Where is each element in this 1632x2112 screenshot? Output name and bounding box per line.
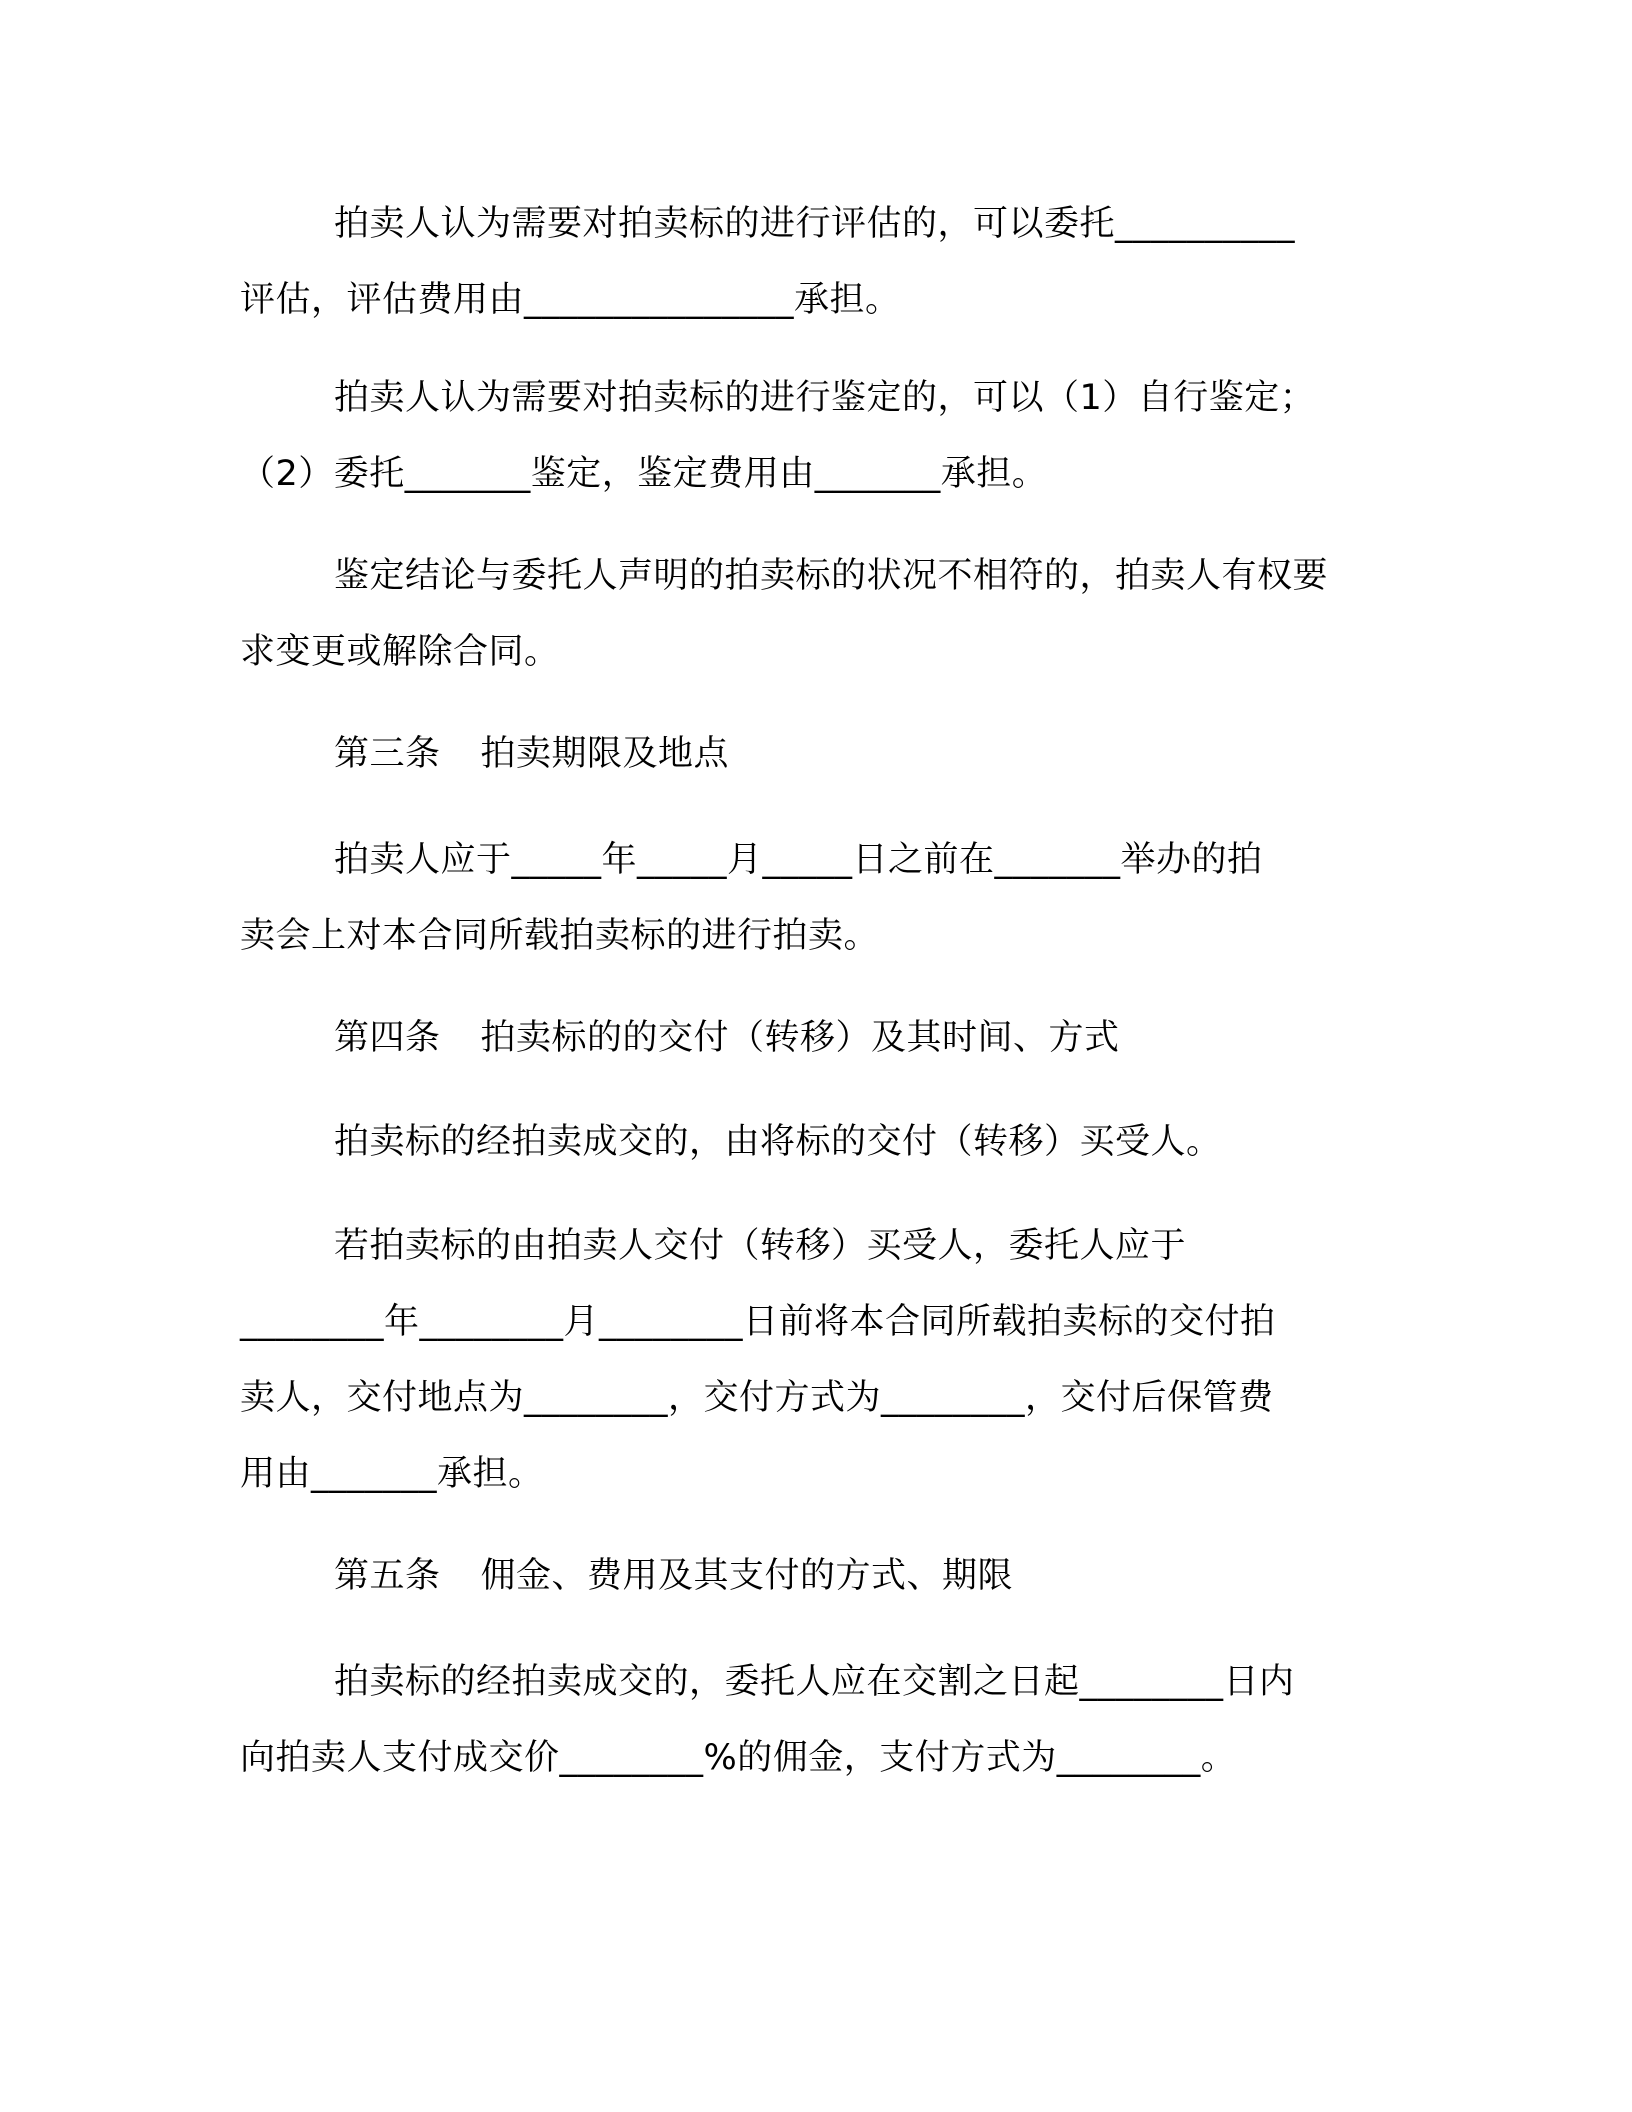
article-title: 佣金、费用及其支付的方式、期限: [480, 1556, 1014, 1596]
article-heading: [334, 1014, 1120, 1062]
paragraph-line: 向拍卖人支付成交价________%的佣金，支付方式为________。: [240, 1738, 1237, 1778]
paragraph-line: 拍卖标的经拍卖成交的，委托人应在交割之日起________日内: [334, 1662, 1295, 1702]
paragraph-line: 评估，评估费用由_______________承担。: [240, 280, 901, 320]
article-heading: [334, 730, 729, 778]
article-number: 第五条: [334, 1556, 441, 1596]
paragraph-line: 拍卖人应于_____年_____月_____日之前在_______举办的拍: [334, 840, 1263, 880]
paragraph-line: 求变更或解除合同。: [240, 632, 560, 672]
article-number: 第三条: [334, 734, 441, 774]
paragraph-line: ________年________月________日前将本合同所载拍卖标的交付拍: [240, 1302, 1276, 1342]
paragraph-line: 若拍卖标的由拍卖人交付（转移）买受人，委托人应于: [334, 1226, 1187, 1266]
article-title: 拍卖标的的交付（转移）及其时间、方式: [480, 1018, 1120, 1058]
article-number: 第四条: [334, 1018, 441, 1058]
paragraph-line: 鉴定结论与委托人声明的拍卖标的状况不相符的，拍卖人有权要: [334, 556, 1329, 596]
paragraph-line: （2）委托_______鉴定，鉴定费用由_______承担。: [240, 454, 1048, 494]
article-title: 拍卖期限及地点: [480, 734, 730, 774]
paragraph-line: 拍卖人认为需要对拍卖标的进行鉴定的，可以（1）自行鉴定；: [334, 378, 1316, 418]
paragraph-line: 拍卖人认为需要对拍卖标的进行评估的，可以委托__________: [334, 204, 1296, 244]
paragraph-line: 用由_______承担。: [240, 1454, 544, 1494]
paragraph-line: 拍卖标的经拍卖成交的，由将标的交付（转移）买受人。: [334, 1122, 1222, 1162]
paragraph-line: 卖会上对本合同所载拍卖标的进行拍卖。: [240, 916, 880, 956]
article-heading: [334, 1552, 1013, 1600]
paragraph-line: 卖人，交付地点为________，交付方式为________，交付后保管费: [240, 1378, 1274, 1418]
